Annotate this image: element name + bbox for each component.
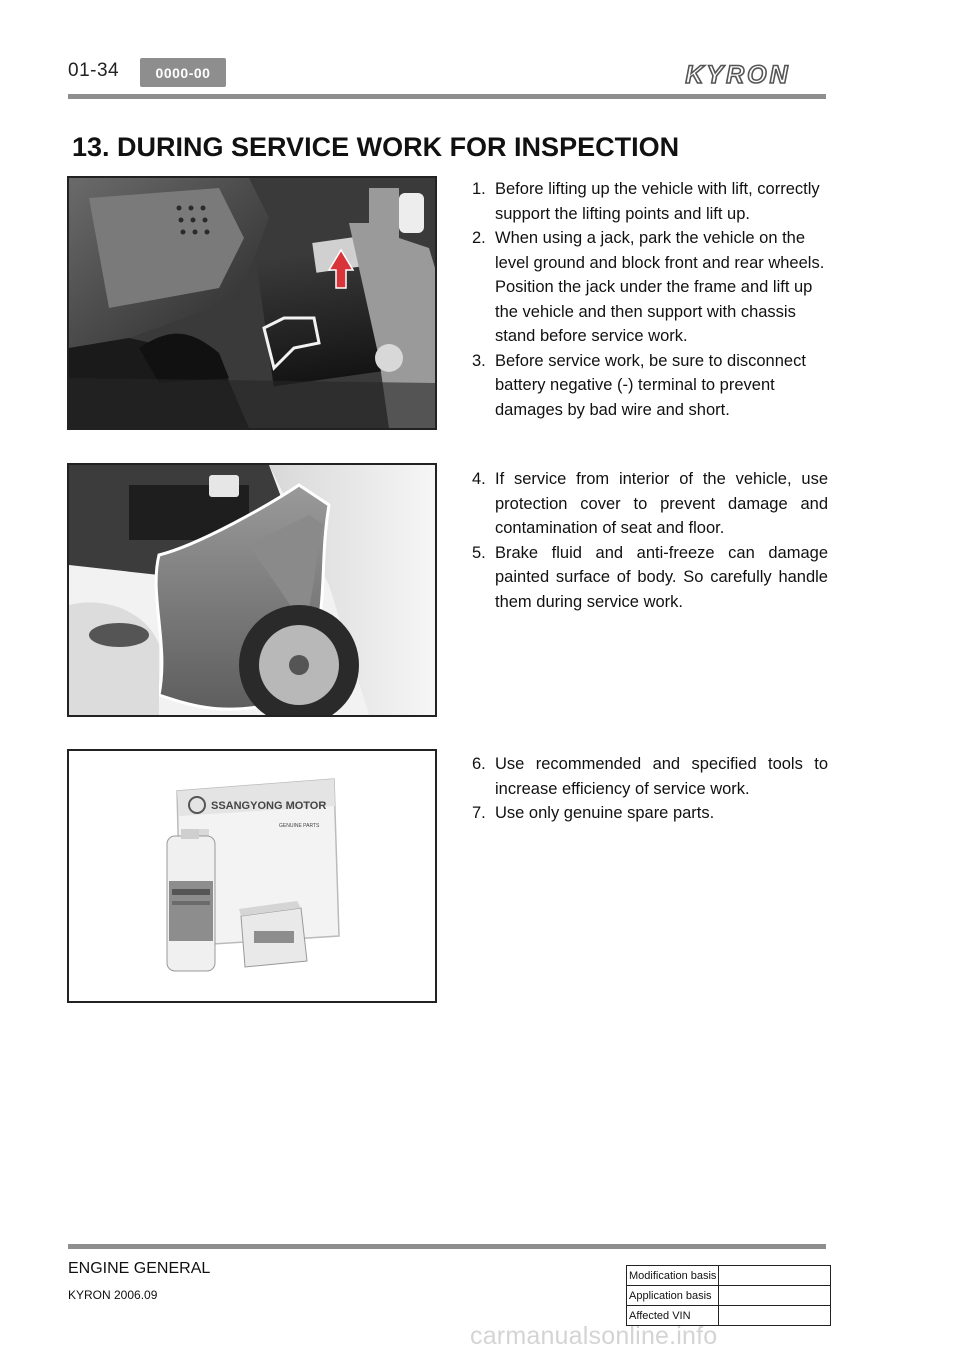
revision-row	[627, 1266, 831, 1286]
step-number: 5.	[472, 543, 486, 562]
step-text: Before service work, be sure to disconnect battery negative (-) terminal to prevent damages by bad wire and short.	[495, 351, 806, 419]
kyron-logo-text: KYRON	[685, 62, 791, 88]
revision-value	[719, 1266, 831, 1286]
step-text: Brake fluid and anti-freeze can damage painted surface of body. So carefully handle them during service work.	[495, 543, 828, 611]
step-text: Use recommended and specified tools to increase efficiency of service work.	[495, 755, 828, 798]
step-item	[472, 752, 828, 801]
page-title: 13. DURING SERVICE WORK FOR INSPECTION	[72, 132, 680, 162]
footer-section-name: ENGINE GENERAL	[68, 1260, 211, 1277]
kyron-logo	[648, 62, 828, 88]
revision-label: Application basis	[627, 1286, 719, 1306]
genuine-parts-photo	[67, 749, 437, 1003]
step-item	[472, 177, 828, 226]
engine-bay-battery-photo	[67, 176, 437, 430]
step-item	[472, 801, 828, 826]
step-number: 2.	[472, 229, 486, 247]
revision-table	[626, 1265, 831, 1326]
step-number: 4.	[472, 470, 486, 488]
step-item	[472, 349, 828, 423]
revision-label: Modification basis	[627, 1266, 719, 1286]
step-text: When using a jack, park the vehicle on the level ground and block front and rear wheels. Position the jack under the frame and lift up the vehicle and then support with chassis stand before service work.	[495, 229, 825, 345]
step-number: 6.	[472, 755, 486, 773]
parts-box-brand: SSANGYONG MOTOR	[211, 800, 327, 812]
step-number: 1.	[472, 180, 486, 198]
revision-value	[719, 1286, 831, 1306]
revision-value	[719, 1306, 831, 1326]
fender-cover-photo	[67, 463, 437, 717]
step-item	[472, 226, 828, 349]
steps-list-3	[472, 752, 828, 826]
footer-rule	[68, 1244, 826, 1249]
revision-row	[627, 1286, 831, 1306]
section-code-badge: 0000-00	[140, 58, 226, 87]
page-number: 01-34	[68, 60, 120, 81]
steps-list-1	[472, 177, 828, 422]
step-text: Before lifting up the vehicle with lift, correctly support the lifting points and lift up.	[495, 180, 820, 223]
step-item	[472, 541, 828, 615]
step-item	[472, 467, 828, 541]
watermark: carmanualsonline.info	[470, 1322, 718, 1350]
step-number: 7.	[472, 804, 486, 822]
parts-box-subtitle: GENUINE PARTS	[279, 823, 320, 829]
step-text: If service from interior of the vehicle, use protection cover to prevent damage and contamination of seat and floor.	[495, 470, 828, 537]
header-rule	[68, 94, 826, 99]
step-text: Use only genuine spare parts.	[495, 804, 715, 822]
revision-label: Affected VIN	[627, 1306, 719, 1326]
footer-model-date: KYRON 2006.09	[68, 1288, 158, 1302]
steps-list-2	[472, 467, 828, 614]
step-number: 3.	[472, 351, 486, 370]
